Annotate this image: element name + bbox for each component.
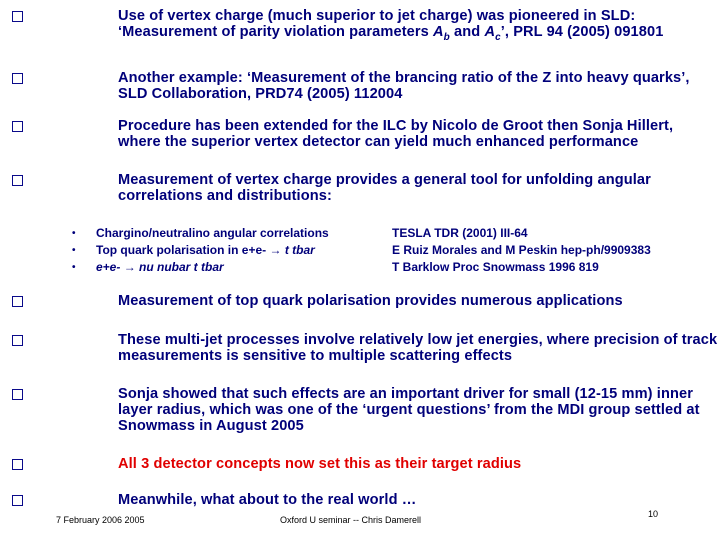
bullet-6 bbox=[12, 332, 716, 368]
text-run: nu nubar t tbar bbox=[135, 260, 224, 274]
bullet-4 bbox=[12, 172, 716, 208]
bullet-line: Measurement of vertex charge provides a general tool for unfolding angular bbox=[118, 172, 651, 188]
text-run: ’, PRL 94 (2005) 091801 bbox=[500, 24, 664, 40]
footer-presenter: Oxford U seminar -- Chris Damerell bbox=[280, 515, 422, 525]
bullet-line: Procedure has been extended for the ILC by Nicolo de Groot then Sonja Hillert, bbox=[118, 118, 674, 134]
sub-list-item bbox=[72, 243, 712, 261]
text-run: e+e- bbox=[96, 260, 124, 274]
checkbox-bullet-icon bbox=[12, 296, 23, 307]
bullet-line: All 3 detector concepts now set this as their target radius bbox=[118, 456, 522, 472]
checkbox-bullet-icon bbox=[12, 73, 23, 84]
bullet-text bbox=[118, 8, 720, 46]
arrow-right-icon: → bbox=[269, 243, 282, 257]
sub-item-reference: E Ruiz Morales and M Peskin hep-ph/9909383 bbox=[392, 243, 651, 257]
bullet-text bbox=[118, 332, 720, 364]
bullet-8 bbox=[12, 456, 716, 474]
page-number: 10 bbox=[648, 509, 659, 519]
subscript: b bbox=[443, 31, 450, 43]
bullet-dot-icon: • bbox=[72, 228, 76, 239]
sub-list-item bbox=[72, 226, 712, 244]
bullet-line: layer radius, which was one of the ‘urgent questions’ from the MDI group settled at bbox=[118, 402, 700, 418]
bullet-9 bbox=[12, 492, 716, 510]
bullet-line: where the superior vertex detector can yield much enhanced performance bbox=[118, 134, 639, 150]
sub-list-item bbox=[72, 260, 712, 278]
sub-item-topic bbox=[96, 260, 224, 274]
checkbox-bullet-icon bbox=[12, 459, 23, 470]
checkbox-bullet-icon bbox=[12, 389, 23, 400]
bullet-line: Meanwhile, what about to the real world … bbox=[118, 492, 417, 508]
arrow-right-icon: → bbox=[123, 260, 136, 274]
bullet-text bbox=[118, 293, 720, 309]
bullet-text bbox=[118, 492, 720, 508]
bullet-5 bbox=[12, 293, 716, 311]
bullet-text bbox=[118, 456, 720, 472]
sub-item-reference: T Barklow Proc Snowmass 1996 819 bbox=[392, 260, 599, 274]
bullet-dot-icon: • bbox=[72, 245, 76, 256]
bullet-line: correlations and distributions: bbox=[118, 188, 332, 204]
bullet-text bbox=[118, 386, 720, 434]
bullet-line: SLD Collaboration, PRD74 (2005) 112004 bbox=[118, 86, 403, 102]
variable-a: A bbox=[484, 24, 496, 40]
bullet-1 bbox=[12, 8, 716, 44]
bullet-line: Use of vertex charge (much superior to jet charge) was pioneered in SLD: bbox=[118, 8, 636, 24]
bullet-text bbox=[118, 172, 720, 204]
bullet-text bbox=[118, 70, 720, 102]
bullet-line: Another example: ‘Measurement of the brancing ratio of the Z into heavy quarks’, bbox=[118, 70, 690, 86]
bullet-line: Snowmass in August 2005 bbox=[118, 418, 304, 434]
bullet-text bbox=[118, 118, 720, 150]
bullet-line: Measurement of top quark polarisation provides numerous applications bbox=[118, 293, 623, 309]
text-run: Top quark polarisation in e+e- bbox=[96, 243, 270, 257]
sub-item-reference: TESLA TDR (2001) III-64 bbox=[392, 226, 528, 240]
checkbox-bullet-icon bbox=[12, 11, 23, 22]
text-run: and bbox=[449, 24, 485, 40]
bullet-3 bbox=[12, 118, 716, 154]
checkbox-bullet-icon bbox=[12, 175, 23, 186]
sub-item-topic bbox=[96, 243, 315, 257]
checkbox-bullet-icon bbox=[12, 335, 23, 346]
bullet-dot-icon: • bbox=[72, 262, 76, 273]
subscript: c bbox=[495, 31, 501, 43]
text-run: t tbar bbox=[281, 243, 315, 257]
footer-date: 7 February 2006 2005 bbox=[56, 515, 145, 525]
bullet-line: These multi-jet processes involve relatively low jet energies, where precision of track bbox=[118, 332, 718, 348]
bullet-2 bbox=[12, 70, 716, 106]
sub-item-topic: Chargino/neutralino angular correlations bbox=[96, 226, 329, 240]
checkbox-bullet-icon bbox=[12, 121, 23, 132]
text-run: ‘Measurement of parity violation parameters bbox=[118, 24, 434, 40]
bullet-line bbox=[118, 24, 720, 46]
bullet-line: Sonja showed that such effects are an important driver for small (12-15 mm) inner bbox=[118, 386, 693, 402]
checkbox-bullet-icon bbox=[12, 495, 23, 506]
bullet-line: measurements is sensitive to multiple scattering effects bbox=[118, 348, 513, 364]
variable-a: A bbox=[433, 24, 444, 40]
bullet-7 bbox=[12, 386, 716, 438]
